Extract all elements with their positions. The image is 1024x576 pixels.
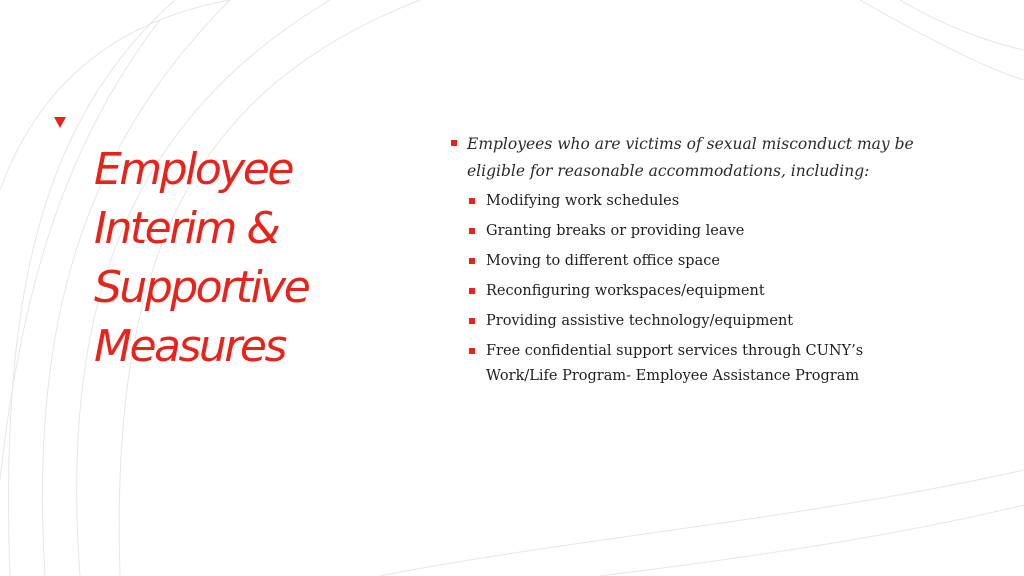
list-item-text: Modifying work schedules [486, 193, 680, 209]
title-line: Interim & [94, 203, 279, 254]
list-item [486, 339, 988, 389]
accommodations-list [448, 189, 988, 389]
title-line: Employee [94, 144, 292, 195]
slide-title [94, 140, 394, 376]
square-bullet-icon [469, 348, 475, 354]
list-item-text: Granting breaks or providing leave [486, 223, 745, 239]
list-item [486, 189, 988, 214]
slide-content [448, 131, 988, 394]
title-line: Measures [94, 321, 285, 372]
square-bullet-icon [469, 288, 475, 294]
list-item [486, 219, 988, 244]
list-item [486, 309, 988, 334]
square-bullet-icon [469, 198, 475, 204]
accent-triangle-marker [54, 117, 66, 128]
intro-bullet [448, 131, 988, 185]
title-line: Supportive [94, 262, 309, 313]
square-bullet-icon [451, 140, 457, 146]
list-item-text: Providing assistive technology/equipment [486, 313, 794, 329]
square-bullet-icon [469, 258, 475, 264]
list-item-text: Work/Life Program- Employee Assistance Program [486, 368, 860, 384]
square-bullet-icon [469, 228, 475, 234]
intro-text [467, 131, 988, 185]
intro-line: eligible for reasonable accommodations, including: [467, 162, 870, 180]
list-item-text: Free confidential support services through CUNY’s [486, 343, 864, 359]
list-item [486, 249, 988, 274]
intro-line: Employees who are victims of sexual misconduct may be [467, 135, 914, 153]
list-item [486, 279, 988, 304]
list-item-text: Moving to different office space [486, 253, 720, 269]
list-item-text: Reconfiguring workspaces/equipment [486, 283, 765, 299]
square-bullet-icon [469, 318, 475, 324]
